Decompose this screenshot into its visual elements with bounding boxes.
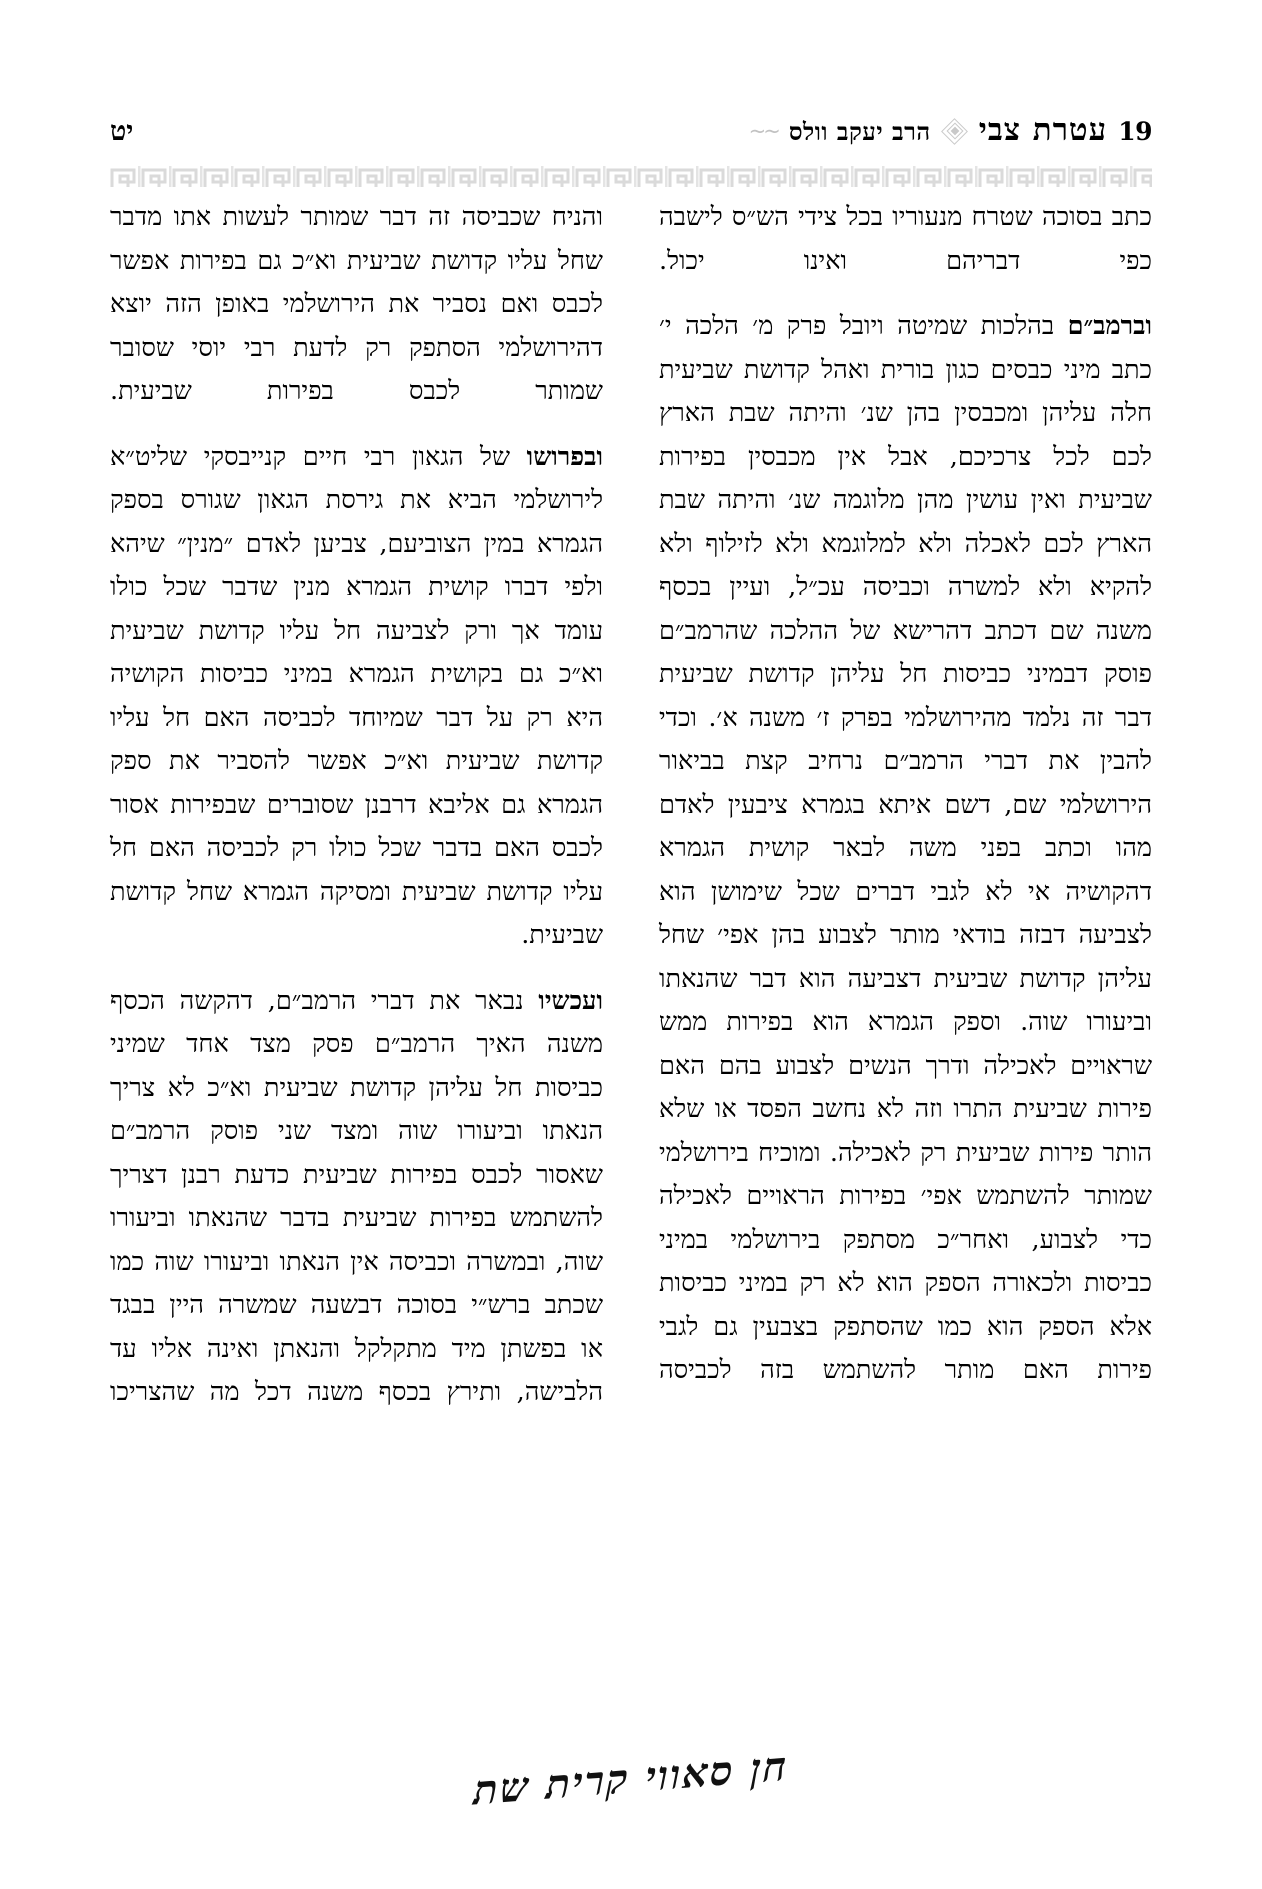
author-name: הרב יעקב וולס bbox=[788, 117, 931, 146]
greek-key-meander-border bbox=[110, 164, 1152, 188]
text-columns bbox=[110, 196, 1152, 1444]
running-head-right-group bbox=[749, 112, 1152, 148]
paragraph-lead-word: ובפרושו bbox=[526, 441, 603, 472]
paragraph-lead-word: וברמב״ם bbox=[1067, 311, 1152, 341]
paragraph bbox=[110, 436, 603, 958]
diamond-ornament-icon bbox=[942, 118, 968, 144]
page-title: עטרת צבי bbox=[978, 112, 1108, 148]
folio-mark: יט bbox=[110, 116, 134, 147]
page-number: 19 bbox=[1118, 117, 1152, 146]
paragraph bbox=[110, 196, 603, 414]
squiggle-ornament-icon: ~~ bbox=[748, 119, 778, 143]
running-head bbox=[110, 112, 1152, 158]
column-right bbox=[659, 196, 1152, 1444]
paragraph-text: בהלכות שמיטה ויובל פרק מ׳ הלכה י׳ כתב מיני כבסים כגון בורית ואהל קדושת שביעית חלה עליהן ומכבסין בהן שנ׳ והיתה שבת הארץ לכם לכל צרכיכם, אבל אין מכבסין בפירות שביעית ואין עושין מהן מלוגמה שנ׳ והיתה שבת הארץ לכם לאכלה ולא למלוגמא ולא לזילוף ולא להקיא ולא למשרה וכביסה עכ״ל, ועיין בכסף משנה שם דכתב דהרישא של ההלכה שהרמב״ם פוסק דבמיני כביסות חל עליהן קדושת שביעית דבר זה נלמד מהירושלמי בפרק ז׳ משנה א׳. וכדי להבין את דברי הרמב״ם נרחיב קצת בביאור הירושלמי שם, דשם איתא בגמרא ציבעין לאדם מהו וכתב בפני משה לבאר קושית הגמרא דהקושיה אי לא לגבי דברים שכל שימושן הוא לצביעה דבזה בודאי מותר לצבוע בהן אפי׳ שחל עליהן קדושת שביעית דצביעה הוא דבר שהנאתו וביעורו שוה. וספק הגמרא הוא בפירות ממש שראויים לאכילה ודרך הנשים לצבוע בהם האם פירות שביעית התרו וזה לא נחשב הפסד או שלא הותר פירות שביעית רק לאכילה. ומוכיח בירושלמי שמותר להשתמש אפי׳ בפירות הראויים לאכילה כדי לצבוע, ואחר״כ מסתפק בירושלמי במיני כביסות ולכאורה הספק הוא לא רק במיני כביסות אלא הספק הוא כמו שהסתפק בצבעין גם לגבי פירות האם מותר להשתמש בזה לכביסה bbox=[659, 311, 1152, 1385]
paragraph-text: כתב בסוכה שטרח מנעוריו בכל צידי הש״ס לישבה כפי דבריהם ואינו יכול. bbox=[659, 202, 1152, 276]
paragraph-text: והניח שכביסה זה דבר שמותר לעשות אתו מדבר שחל עליו קדושת שביעית וא״כ גם בפירות אפשר לכבס ואם נסביר את הירושלמי באופן הזה יוצא דהירושלמי הסתפק רק לדעת רבי יוסי שסובר שמותר לכבס בפירות שביעית. bbox=[110, 202, 603, 406]
paragraph bbox=[659, 196, 1152, 283]
paragraph-text: של הגאון רבי חיים קנייבסקי שליט״א לירושלמי הביא את גירסת הגאון שגורס בספק הגמרא במין הצוביעם, צביען לאדם ״מנין״ שיהא ולפי דברו קושית הגמרא מנין שדבר שכל כולו עומד אך ורק לצביעה חל עליו קדושת שביעית וא״כ גם בקושית הגמרא במיני כביסות הקושיה היא רק על דבר שמיוחד לכביסה האם חל עליו קדושת שביעית וא״כ אפשר להסביר את ספק הגמרא גם אליבא דרבנן שסוברים שבפירות אסור לכבס האם בדבר שכל כולו רק לכביסה האם חל עליו קדושת שביעית ומסיקה הגמרא שחל קדושת שביעית. bbox=[110, 441, 603, 950]
paragraph-lead-word: ועכשיו bbox=[538, 985, 603, 1016]
paragraph bbox=[659, 305, 1152, 1393]
footer-watermark-text: חן סאווי קרית שת bbox=[473, 1742, 789, 1815]
paragraph bbox=[110, 980, 603, 1415]
footer-watermark bbox=[0, 1742, 1262, 1815]
column-left bbox=[110, 196, 603, 1444]
paragraph-text: נבאר את דברי הרמב״ם, דהקשה הכסף משנה האיך הרמב״ם פסק מצד אחד שמיני כביסות חל עליהן קדושת שביעית וא״כ לא צריך הנאתו וביעורו שוה ומצד שני פוסק הרמב״ם שאסור לכבס בפירות שביעית כדעת רבנן דצריך להשתמש בפירות שביעית בדבר שהנאתו וביעורו שוה, ובמשרה וכביסה אין הנאתו וביעורו שוה כמו שכתב ברש״י בסוכה דבשעה שמשרה היין בבגד או בפשתן מיד מתקלקל והנאתן ואינה אליו עד הלבישה, ותירץ בכסף משנה דכל מה שהצריכו bbox=[110, 985, 603, 1407]
